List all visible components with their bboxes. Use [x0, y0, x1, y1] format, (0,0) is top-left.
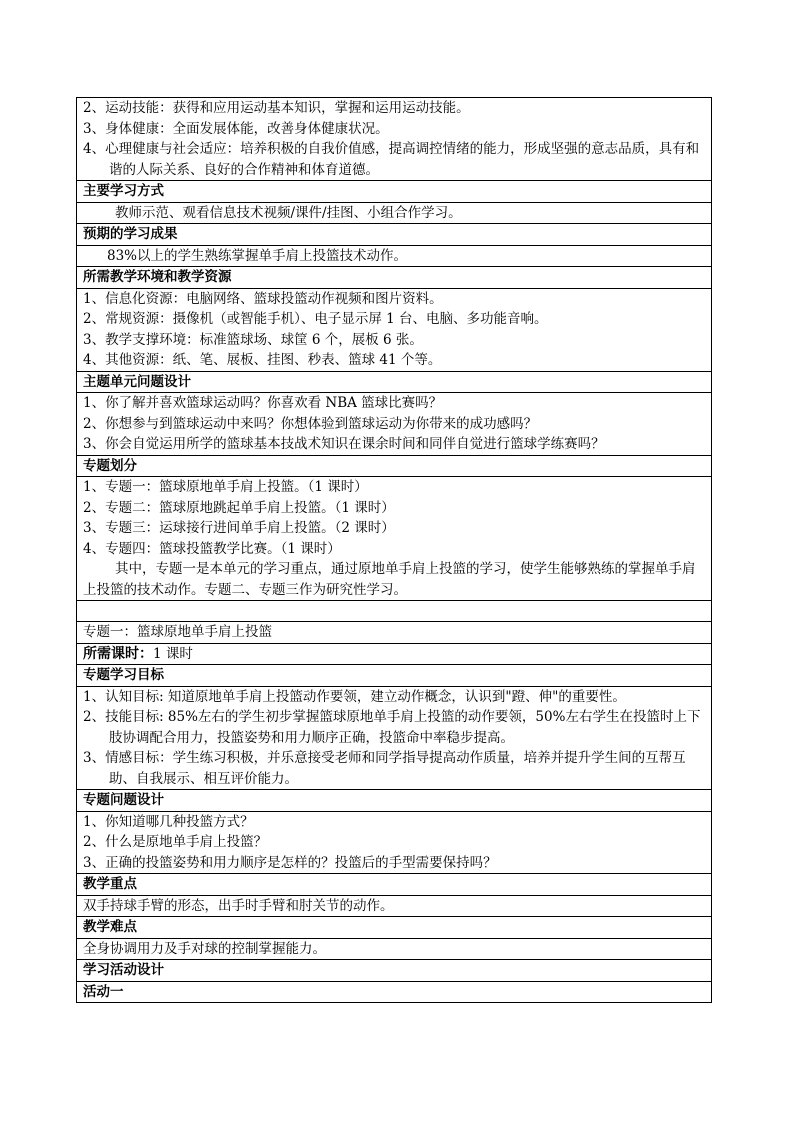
topic1-goals-cell [77, 686, 712, 790]
topic1-goals-heading-row [77, 665, 712, 687]
section-heading: 学习活动设计 [77, 960, 712, 982]
spacer-cell [77, 601, 712, 622]
key-row [77, 895, 712, 917]
topics-note: 其中，专题一是本单元的学习重点，通过原地单手肩上投篮的学习，使学生能够熟练的掌握单手肩上投篮的技术动作。专题二、专题三作为研究性学习。 [83, 561, 696, 598]
hours-label: 所需课时： [83, 645, 153, 662]
topic-item: 3、专题三：运球接行进间单手肩上投篮。（2 课时） [83, 520, 395, 536]
activity1-heading-row [77, 981, 712, 1003]
topics-row [77, 477, 712, 601]
difficulty-row [77, 938, 712, 960]
topic1-questions-cell [77, 811, 712, 874]
resource-item: 3、教学支撑环境：标准篮球场、球筐 6 个，展板 6 张。 [83, 331, 423, 348]
question-item: 1、你了解并喜欢篮球运动吗？你喜欢看 NBA 篮球比赛吗？ [83, 395, 443, 411]
topic1-questions-heading-row [77, 790, 712, 812]
learning-method-row [77, 202, 712, 224]
topic-item: 4、专题四：篮球投篮教学比赛。（1 课时） [83, 540, 341, 557]
section-heading: 主要学习方式 [77, 181, 712, 203]
topic1-hours-cell [77, 643, 712, 665]
unit-questions-cell [77, 393, 712, 456]
section-heading: 活动一 [77, 981, 712, 1003]
expected-outcome-text: 83%以上的学生熟练掌握单手肩上投篮技术动作。 [107, 247, 408, 264]
question-item: 3、你会自觉运用所学的篮球基本技战术知识在课余时间和同伴自觉进行篮球学练赛吗？ [83, 436, 605, 452]
section-heading: 预期的学习成果 [77, 224, 712, 246]
topic-question-item: 3、正确的投篮姿势和用力顺序是怎样的？投篮后的手型需要保持吗？ [83, 854, 497, 871]
section-heading: 主题单元问题设计 [77, 371, 712, 393]
resource-item: 4、其他资源：纸、笔、展板、挂图、秒表、篮球 41 个等。 [83, 352, 442, 368]
topics-cell [77, 477, 712, 601]
resource-item: 2、常规资源：摄像机（或智能手机）、电子显示屏 1 台、电脑、多功能音响。 [83, 311, 548, 327]
topic-goal-item: 3、情感目标：学生练习积极，并乐意接受老师和同学指导提高动作质量，培养并提升学生间的互帮互助、自我展示、相互评价能力。 [83, 750, 686, 787]
goal-item: 3、身体健康：全面发展体能，改善身体健康状况。 [83, 120, 389, 137]
topic-question-item: 2、什么是原地单手肩上投篮？ [83, 834, 268, 850]
topic1-questions-row [77, 811, 712, 874]
learning-method-cell [77, 202, 712, 224]
topic1-title-row [77, 622, 712, 644]
expected-outcome-row [77, 245, 712, 267]
expected-outcome-cell [77, 245, 712, 267]
topic1-goals-row [77, 686, 712, 790]
topic-item: 2、专题二：篮球原地跳起单手肩上投篮。（1 课时） [83, 499, 395, 516]
unit-questions-row [77, 393, 712, 456]
section-heading: 专题问题设计 [77, 790, 712, 812]
topics-heading-row [77, 455, 712, 477]
spacer-row [77, 601, 712, 622]
topic1-title: 专题一：篮球原地单手肩上投篮 [77, 622, 712, 644]
resources-cell [77, 288, 712, 371]
difficulty-heading-row [77, 917, 712, 939]
key-text: 双手持球手臂的形态，出手时手臂和肘关节的动作。 [77, 895, 712, 917]
section-heading: 教学重点 [77, 874, 712, 896]
goals-cont-row [77, 98, 712, 181]
section-heading: 专题划分 [77, 455, 712, 477]
topic-goal-item: 2、技能目标: 85%左右的学生初步掌握篮球原地单手肩上投篮的动作要领，50%左右学生在投篮时上下肢协调配合用力，投篮姿势和用力顺序正确，投篮命中率稳步提高。 [83, 709, 701, 746]
resources-row [77, 288, 712, 371]
activity-design-heading-row [77, 960, 712, 982]
expected-outcome-heading-row [77, 224, 712, 246]
question-item: 2、你想参与到篮球运动中来吗？你想体验到篮球运动为你带来的成功感吗？ [83, 415, 538, 432]
section-heading: 所需教学环境和教学资源 [77, 267, 712, 289]
topic-item: 1、专题一：篮球原地单手肩上投篮。（1 课时） [83, 479, 368, 495]
topic-goal-item: 1、认知目标: 知道原地单手肩上投篮动作要领，建立动作概念，认识到"蹬、伸"的重要性。 [83, 688, 626, 705]
lesson-plan-table [76, 97, 712, 1003]
topic1-hours-row [77, 643, 712, 665]
difficulty-text: 全身协调用力及手对球的控制掌握能力。 [77, 938, 712, 960]
topic-question-item: 1、你知道哪几种投篮方式？ [83, 813, 254, 830]
resources-heading-row [77, 267, 712, 289]
goal-item: 4、心理健康与社会适应：培养积极的自我价值感，提高调控情绪的能力，形成坚强的意志品质，具有和谐的人际关系、良好的合作精神和体育道德。 [83, 141, 700, 178]
hours-value: 1 课时 [153, 645, 193, 662]
goals-cont-cell [77, 98, 712, 181]
learning-method-heading-row [77, 181, 712, 203]
section-heading: 专题学习目标 [77, 665, 712, 687]
goal-item: 2、运动技能：获得和应用运动基本知识，掌握和运用运动技能。 [83, 100, 470, 116]
key-heading-row [77, 874, 712, 896]
learning-method-text: 教师示范、观看信息技术视频/课件/挂图、小组合作学习。 [115, 204, 462, 221]
section-heading: 教学难点 [77, 917, 712, 939]
resource-item: 1、信息化资源：电脑网络、篮球投篮动作视频和图片资料。 [83, 290, 443, 307]
unit-questions-heading-row [77, 371, 712, 393]
